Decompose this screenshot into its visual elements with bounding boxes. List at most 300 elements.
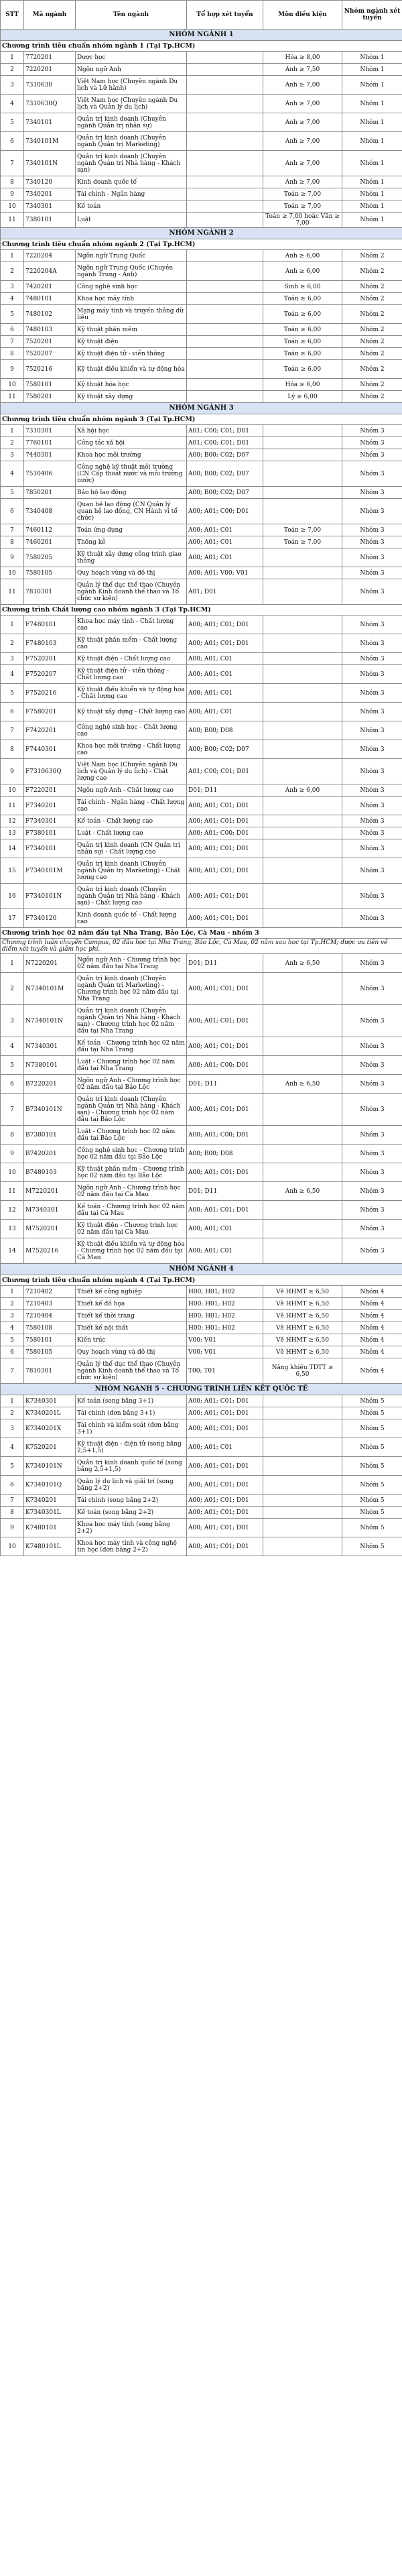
cell-to-hop	[187, 176, 263, 188]
cell-mon-dieu-kien: Vẽ HHMT ≥ 6,50	[263, 1346, 342, 1358]
cell-nhom-nganh: Nhóm 3	[342, 536, 402, 548]
group-title: NHÓM NGÀNH 2	[1, 228, 402, 239]
cell-ten-nganh: Quản trị kinh doanh quốc tế (song bằng 2,5+1,5)	[76, 1457, 187, 1476]
cell-nhom-nganh: Nhóm 4	[342, 1322, 402, 1334]
cell-ma-nganh: 7340101N	[24, 151, 76, 176]
cell-ma-nganh: F7220201	[24, 784, 76, 797]
cell-ten-nganh: Kỹ thuật điện - Chương trình học 02 năm đầu tại Cà Mau	[76, 1220, 187, 1238]
cell-stt: 2	[1, 437, 24, 449]
cell-ma-nganh: 7580101	[24, 379, 76, 391]
cell-nhom-nganh: Nhóm 3	[342, 797, 402, 815]
cell-to-hop: A01; C00; C01; D01	[187, 437, 263, 449]
cell-stt: 10	[1, 567, 24, 579]
cell-nhom-nganh: Nhóm 3	[342, 954, 402, 973]
cell-stt: 9	[1, 548, 24, 567]
cell-stt: 3	[1, 1005, 24, 1037]
cell-to-hop: A00; A01; C01; D01	[187, 797, 263, 815]
cell-ma-nganh: F7340101N	[24, 884, 76, 909]
cell-ten-nganh: Quản trị kinh doanh (Chuyên ngành Quản trị Nhà hàng - Khách sạn) - Chương trình học 02 năm đầu tại Nha Trang	[76, 1005, 187, 1037]
table-row	[1, 200, 402, 213]
cell-stt: 11	[1, 391, 24, 403]
cell-mon-dieu-kien	[263, 1507, 342, 1519]
cell-ten-nganh: Quản trị kinh doanh (Chuyên ngành Quản trị nhân sự)	[76, 113, 187, 132]
cell-ten-nganh: Kỹ thuật hóa học	[76, 379, 187, 391]
cell-ten-nganh: Kế toán - Chương trình học 02 năm đầu tại Cà Mau	[76, 1201, 187, 1220]
cell-nhom-nganh: Nhóm 3	[342, 1182, 402, 1201]
table-row	[1, 324, 402, 336]
cell-nhom-nganh: Nhóm 3	[342, 461, 402, 487]
cell-ten-nganh: Quản trị kinh doanh (Chuyên ngành Quản trị Marketing) - Chất lượng cao	[76, 858, 187, 884]
cell-nhom-nganh: Nhóm 3	[342, 858, 402, 884]
table-row	[1, 95, 402, 113]
cell-mon-dieu-kien	[263, 548, 342, 567]
group-title: NHÓM NGÀNH 1	[1, 30, 402, 41]
cell-mon-dieu-kien	[263, 1005, 342, 1037]
cell-stt: 10	[1, 1163, 24, 1182]
cell-mon-dieu-kien: Anh ≥ 7,00	[263, 132, 342, 151]
cell-nhom-nganh: Nhóm 2	[342, 360, 402, 379]
cell-ten-nganh: Công tác xã hội	[76, 437, 187, 449]
cell-nhom-nganh: Nhóm 1	[342, 76, 402, 95]
table-row	[1, 536, 402, 548]
table-row	[1, 1322, 402, 1334]
cell-to-hop: A00; A01; C00; D01	[187, 1126, 263, 1145]
cell-nhom-nganh: Nhóm 3	[342, 973, 402, 1005]
cell-ten-nganh: Kỹ thuật xây dựng - Chất lượng cao	[76, 703, 187, 721]
cell-ma-nganh: 7340201	[24, 188, 76, 200]
cell-stt: 7	[1, 1358, 24, 1384]
cell-nhom-nganh: Nhóm 3	[342, 1163, 402, 1182]
cell-mon-dieu-kien: Vẽ HHMT ≥ 6,50	[263, 1322, 342, 1334]
cell-ma-nganh: K7340301	[24, 1395, 76, 1407]
cell-mon-dieu-kien	[263, 1407, 342, 1419]
cell-ten-nganh: Kỹ thuật điều khiển và tự động hóa	[76, 360, 187, 379]
table-row	[1, 1395, 402, 1407]
cell-ten-nganh: Kế toán - Chương trình học 02 năm đầu tại Nha Trang	[76, 1037, 187, 1056]
cell-ten-nganh: Việt Nam học (Chuyên ngành Du lịch và Quản lý du lịch)	[76, 95, 187, 113]
header-ma-nganh: Mã ngành	[24, 1, 76, 30]
cell-ten-nganh: Ngôn ngữ Anh - Chương trình học 02 năm đầu tại Bảo Lộc	[76, 1075, 187, 1094]
cell-ten-nganh: Kỹ thuật điện	[76, 336, 187, 348]
cell-mon-dieu-kien: Toán ≥ 7,00	[263, 200, 342, 213]
table-row	[1, 1438, 402, 1457]
cell-ten-nganh: Bảo hộ lao động	[76, 487, 187, 499]
cell-mon-dieu-kien	[263, 684, 342, 703]
cell-mon-dieu-kien	[263, 827, 342, 839]
cell-ma-nganh: 7520201	[24, 336, 76, 348]
cell-mon-dieu-kien: Toán ≥ 7,00	[263, 536, 342, 548]
cell-to-hop: H00; H01; H02	[187, 1286, 263, 1298]
cell-stt: 1	[1, 954, 24, 973]
cell-to-hop: A00; A01; C01; D01	[187, 1495, 263, 1507]
cell-mon-dieu-kien: Vẽ HHMT ≥ 6,50	[263, 1298, 342, 1310]
cell-to-hop: A00; A01; C01	[187, 1438, 263, 1457]
cell-stt: 10	[1, 1537, 24, 1556]
cell-nhom-nganh: Nhóm 3	[342, 1056, 402, 1075]
cell-stt: 1	[1, 1286, 24, 1298]
cell-nhom-nganh: Nhóm 4	[342, 1358, 402, 1384]
table-row	[1, 784, 402, 797]
cell-mon-dieu-kien: Toán ≥ 6,00	[263, 305, 342, 324]
cell-mon-dieu-kien	[263, 1495, 342, 1507]
cell-stt: 1	[1, 425, 24, 437]
table-row	[1, 524, 402, 536]
group-header-row	[1, 30, 402, 41]
cell-nhom-nganh: Nhóm 3	[342, 721, 402, 740]
cell-ma-nganh: 7580205	[24, 548, 76, 567]
cell-nhom-nganh: Nhóm 3	[342, 487, 402, 499]
cell-nhom-nganh: Nhóm 5	[342, 1419, 402, 1438]
cell-ma-nganh: B7380101	[24, 1126, 76, 1145]
cell-stt: 9	[1, 360, 24, 379]
cell-stt: 4	[1, 1438, 24, 1457]
cell-ma-nganh: F7420201	[24, 721, 76, 740]
cell-nhom-nganh: Nhóm 3	[342, 815, 402, 827]
cell-nhom-nganh: Nhóm 1	[342, 64, 402, 76]
cell-ma-nganh: B7340101N	[24, 1094, 76, 1126]
cell-nhom-nganh: Nhóm 3	[342, 784, 402, 797]
cell-ma-nganh: 7380101	[24, 213, 76, 228]
table-row	[1, 151, 402, 176]
cell-ma-nganh: 7580201	[24, 391, 76, 403]
cell-nhom-nganh: Nhóm 3	[342, 1094, 402, 1126]
cell-stt: 7	[1, 524, 24, 536]
cell-nhom-nganh: Nhóm 1	[342, 176, 402, 188]
table-row	[1, 213, 402, 228]
cell-ma-nganh: F7520207	[24, 665, 76, 684]
cell-stt: 11	[1, 797, 24, 815]
cell-ma-nganh: K7340201	[24, 1495, 76, 1507]
cell-ma-nganh: F7310630Q	[24, 759, 76, 784]
cell-to-hop	[187, 113, 263, 132]
subsection-header-row	[1, 605, 402, 616]
cell-nhom-nganh: Nhóm 3	[342, 437, 402, 449]
cell-nhom-nganh: Nhóm 2	[342, 293, 402, 305]
cell-stt: 13	[1, 1220, 24, 1238]
cell-ten-nganh: Kế toán - Chất lượng cao	[76, 815, 187, 827]
group-header-row	[1, 1264, 402, 1275]
table-row	[1, 348, 402, 360]
cell-stt: 6	[1, 1346, 24, 1358]
table-row	[1, 1298, 402, 1310]
cell-to-hop: A00; B00; D08	[187, 1145, 263, 1163]
cell-nhom-nganh: Nhóm 3	[342, 449, 402, 461]
table-row	[1, 176, 402, 188]
cell-to-hop	[187, 95, 263, 113]
cell-nhom-nganh: Nhóm 3	[342, 1201, 402, 1220]
cell-ten-nganh: Tài chính - Ngân hàng	[76, 188, 187, 200]
cell-mon-dieu-kien: Anh ≥ 6,50	[263, 1182, 342, 1201]
subsection-header-row	[1, 1275, 402, 1286]
cell-ten-nganh: Khoa học môi trường	[76, 449, 187, 461]
cell-stt: 3	[1, 1419, 24, 1438]
cell-mon-dieu-kien: Toán ≥ 7,00	[263, 524, 342, 536]
header-nhom-nganh: Nhóm ngành xét tuyển	[342, 1, 402, 30]
cell-stt: 3	[1, 76, 24, 95]
cell-to-hop: A00; A01; C01; D01	[187, 858, 263, 884]
cell-ma-nganh: F7340120	[24, 909, 76, 928]
cell-nhom-nganh: Nhóm 3	[342, 703, 402, 721]
cell-nhom-nganh: Nhóm 5	[342, 1519, 402, 1537]
cell-nhom-nganh: Nhóm 4	[342, 1334, 402, 1346]
cell-stt: 5	[1, 113, 24, 132]
cell-mon-dieu-kien	[263, 797, 342, 815]
table-row	[1, 1145, 402, 1163]
cell-mon-dieu-kien	[263, 1519, 342, 1537]
cell-ten-nganh: Quy hoạch vùng và đô thị	[76, 1346, 187, 1358]
table-row	[1, 759, 402, 784]
table-row	[1, 188, 402, 200]
cell-ma-nganh: 7720201	[24, 52, 76, 64]
cell-ten-nganh: Quản trị kinh doanh (Chuyên ngành Quản trị Nhà hàng - Khách sạn) - Chương trình học 02 năm đầu tại Bảo Lộc	[76, 1094, 187, 1126]
cell-stt: 9	[1, 188, 24, 200]
cell-to-hop: A00; A01; C01; D01	[187, 973, 263, 1005]
cell-to-hop	[187, 151, 263, 176]
cell-stt: 5	[1, 1334, 24, 1346]
cell-mon-dieu-kien	[263, 839, 342, 858]
cell-ma-nganh: F7520216	[24, 684, 76, 703]
cell-to-hop: A00; B00; C02; D07	[187, 740, 263, 759]
subsection-title: Chương trình tiêu chuẩn nhóm ngành 1 (Tại Tp.HCM)	[1, 41, 402, 52]
table-row	[1, 634, 402, 653]
cell-mon-dieu-kien	[263, 759, 342, 784]
cell-to-hop: A00; A01; C01; D01	[187, 1395, 263, 1407]
cell-to-hop: V00; V01	[187, 1346, 263, 1358]
cell-ma-nganh: F7340101M	[24, 858, 76, 884]
subsection-note-row	[1, 939, 402, 954]
table-row	[1, 721, 402, 740]
cell-ma-nganh: 7220201	[24, 64, 76, 76]
cell-ma-nganh: F7520201	[24, 653, 76, 665]
cell-ten-nganh: Khoa học máy tính	[76, 293, 187, 305]
cell-to-hop: A00; A01; C00; D01	[187, 827, 263, 839]
cell-nhom-nganh: Nhóm 2	[342, 250, 402, 262]
cell-mon-dieu-kien	[263, 1537, 342, 1556]
cell-to-hop	[187, 391, 263, 403]
cell-mon-dieu-kien: Năng khiếu TDTT ≥ 6,50	[263, 1358, 342, 1384]
table-row	[1, 305, 402, 324]
cell-nhom-nganh: Nhóm 3	[342, 1220, 402, 1238]
cell-stt: 8	[1, 740, 24, 759]
cell-nhom-nganh: Nhóm 1	[342, 213, 402, 228]
cell-mon-dieu-kien	[263, 1476, 342, 1495]
cell-mon-dieu-kien: Anh ≥ 6,00	[263, 784, 342, 797]
subsection-title: Chương trình học 02 năm đầu tại Nha Trang, Bảo Lộc, Cà Mau - nhóm 3	[1, 928, 402, 939]
table-row	[1, 336, 402, 348]
cell-mon-dieu-kien	[263, 909, 342, 928]
table-row	[1, 113, 402, 132]
cell-ma-nganh: F7480101	[24, 616, 76, 634]
cell-ma-nganh: 7420201	[24, 281, 76, 293]
cell-stt: 4	[1, 293, 24, 305]
cell-ten-nganh: Kỹ thuật điện - điện tử (song bằng 2,5+1,5)	[76, 1438, 187, 1457]
table-row	[1, 1201, 402, 1220]
cell-mon-dieu-kien: Hóa ≥ 8,00	[263, 52, 342, 64]
cell-nhom-nganh: Nhóm 3	[342, 653, 402, 665]
cell-ma-nganh: 7810301	[24, 1358, 76, 1384]
table-row	[1, 425, 402, 437]
cell-ma-nganh: 7810301	[24, 579, 76, 605]
cell-ma-nganh: 7520216	[24, 360, 76, 379]
subsection-header-row	[1, 41, 402, 52]
cell-stt: 11	[1, 213, 24, 228]
table-row	[1, 132, 402, 151]
cell-mon-dieu-kien	[263, 437, 342, 449]
cell-ten-nganh: Thiết kế thời trang	[76, 1310, 187, 1322]
cell-mon-dieu-kien	[263, 1220, 342, 1238]
cell-nhom-nganh: Nhóm 5	[342, 1476, 402, 1495]
table-row	[1, 1094, 402, 1126]
header-row	[1, 1, 402, 30]
cell-ten-nganh: Quản trị kinh doanh (Chuyên ngành Quản trị Nhà hàng - Khách sạn) - Chất lượng cao	[76, 884, 187, 909]
group-header-row	[1, 228, 402, 239]
cell-to-hop: A00; A01; C00; D01	[187, 499, 263, 524]
table-row	[1, 437, 402, 449]
cell-to-hop	[187, 348, 263, 360]
table-row	[1, 281, 402, 293]
cell-stt: 3	[1, 281, 24, 293]
cell-ten-nganh: Kế toán (song bằng 3+1)	[76, 1395, 187, 1407]
cell-stt: 9	[1, 1145, 24, 1163]
cell-nhom-nganh: Nhóm 2	[342, 348, 402, 360]
cell-nhom-nganh: Nhóm 2	[342, 379, 402, 391]
cell-to-hop: H00; H01; H02	[187, 1298, 263, 1310]
table-row	[1, 797, 402, 815]
cell-stt: 6	[1, 499, 24, 524]
table-row	[1, 76, 402, 95]
cell-nhom-nganh: Nhóm 1	[342, 151, 402, 176]
cell-mon-dieu-kien	[263, 1457, 342, 1476]
cell-stt: 16	[1, 884, 24, 909]
table-row	[1, 360, 402, 379]
cell-mon-dieu-kien	[263, 425, 342, 437]
cell-mon-dieu-kien	[263, 634, 342, 653]
cell-to-hop: A00; A01; C01; D01	[187, 1094, 263, 1126]
cell-ma-nganh: N7340301	[24, 1037, 76, 1056]
cell-stt: 4	[1, 1322, 24, 1334]
group-header-row	[1, 403, 402, 414]
cell-stt: 2	[1, 973, 24, 1005]
cell-mon-dieu-kien	[263, 616, 342, 634]
cell-nhom-nganh: Nhóm 1	[342, 95, 402, 113]
cell-mon-dieu-kien	[263, 653, 342, 665]
header-to-hop: Tổ hợp xét tuyển	[187, 1, 263, 30]
cell-mon-dieu-kien	[263, 1163, 342, 1182]
cell-to-hop	[187, 52, 263, 64]
cell-to-hop: A00; B00; C02; D07	[187, 449, 263, 461]
cell-to-hop: A00; A01; C01; D01	[187, 1005, 263, 1037]
header-ten-nganh: Tên ngành	[76, 1, 187, 30]
cell-stt: 1	[1, 250, 24, 262]
cell-nhom-nganh: Nhóm 3	[342, 839, 402, 858]
cell-mon-dieu-kien	[263, 703, 342, 721]
cell-to-hop	[187, 293, 263, 305]
cell-ma-nganh: F7340301	[24, 815, 76, 827]
cell-ten-nganh: Công nghệ sinh học - Chất lượng cao	[76, 721, 187, 740]
cell-ten-nganh: Kinh doanh quốc tế - Chất lượng cao	[76, 909, 187, 928]
cell-nhom-nganh: Nhóm 1	[342, 113, 402, 132]
cell-ma-nganh: 7310301	[24, 425, 76, 437]
cell-ten-nganh: Quan hệ lao động (CN Quản lý quan hệ lao động, CN Hành vi tổ chức)	[76, 499, 187, 524]
cell-mon-dieu-kien: Anh ≥ 7,00	[263, 151, 342, 176]
cell-mon-dieu-kien: Vẽ HHMT ≥ 6,50	[263, 1286, 342, 1298]
cell-to-hop: A00; B00; C02; D07	[187, 461, 263, 487]
group-title: NHÓM NGÀNH 5 - CHƯƠNG TRÌNH LIÊN KẾT QUỐC TẾ	[1, 1384, 402, 1395]
cell-stt: 8	[1, 348, 24, 360]
cell-stt: 5	[1, 1457, 24, 1476]
cell-ma-nganh: K7480101	[24, 1519, 76, 1537]
cell-mon-dieu-kien: Anh ≥ 7,00	[263, 113, 342, 132]
cell-ten-nganh: Kỹ thuật điện tử - viễn thông	[76, 348, 187, 360]
cell-ten-nganh: Công nghệ sinh học	[76, 281, 187, 293]
cell-ma-nganh: M7520216	[24, 1238, 76, 1264]
cell-ten-nganh: Ngôn ngữ Anh - Chương trình học 02 năm đầu tại Cà Mau	[76, 1182, 187, 1201]
cell-nhom-nganh: Nhóm 3	[342, 1037, 402, 1056]
cell-to-hop: A00; B00; D08	[187, 721, 263, 740]
table-row	[1, 1457, 402, 1476]
table-row	[1, 1182, 402, 1201]
cell-ten-nganh: Kỹ thuật phần mềm	[76, 324, 187, 336]
table-body	[1, 30, 402, 1556]
cell-ten-nganh: Công nghệ sinh học - Chương trình học 02 năm đầu tại Bảo Lộc	[76, 1145, 187, 1163]
cell-ten-nganh: Tài chính (đơn bằng 3+1)	[76, 1407, 187, 1419]
cell-ma-nganh: 7220204	[24, 250, 76, 262]
cell-stt: 9	[1, 1519, 24, 1537]
cell-to-hop: A00; A01; C01; D01	[187, 1037, 263, 1056]
cell-ten-nganh: Thiết kế công nghiệp	[76, 1286, 187, 1298]
cell-ten-nganh: Việt Nam học (Chuyên ngành Du lịch và Lữ hành)	[76, 76, 187, 95]
cell-to-hop: A00; A01; C01; D01	[187, 1507, 263, 1519]
cell-stt: 15	[1, 858, 24, 884]
table-row	[1, 1537, 402, 1556]
cell-stt: 5	[1, 1056, 24, 1075]
subsection-title: Chương trình tiêu chuẩn nhóm ngành 3 (Tại Tp.HCM)	[1, 414, 402, 425]
cell-mon-dieu-kien	[263, 1395, 342, 1407]
cell-ma-nganh: M7340301	[24, 1201, 76, 1220]
cell-ten-nganh: Ngôn ngữ Trung Quốc	[76, 250, 187, 262]
cell-to-hop: A00; A01; C01	[187, 548, 263, 567]
cell-nhom-nganh: Nhóm 3	[342, 684, 402, 703]
cell-ten-nganh: Thiết kế nội thất	[76, 1322, 187, 1334]
cell-ma-nganh: 7850201	[24, 487, 76, 499]
table-row	[1, 64, 402, 76]
cell-ma-nganh: M7520201	[24, 1220, 76, 1238]
cell-ten-nganh: Luật - Chương trình học 02 năm đầu tại Nha Trang	[76, 1056, 187, 1075]
table-row	[1, 579, 402, 605]
cell-nhom-nganh: Nhóm 1	[342, 200, 402, 213]
cell-ma-nganh: K7340101N	[24, 1457, 76, 1476]
cell-ten-nganh: Kỹ thuật phần mềm - Chương trình học 02 năm đầu tại Bảo Lộc	[76, 1163, 187, 1182]
cell-mon-dieu-kien	[263, 858, 342, 884]
cell-mon-dieu-kien: Lý ≥ 6,00	[263, 391, 342, 403]
cell-stt: 2	[1, 634, 24, 653]
cell-to-hop: A01; C00; C01; D01	[187, 425, 263, 437]
cell-mon-dieu-kien	[263, 740, 342, 759]
cell-ten-nganh: Ngôn ngữ Anh - Chất lượng cao	[76, 784, 187, 797]
cell-mon-dieu-kien: Toán ≥ 6,00	[263, 293, 342, 305]
cell-mon-dieu-kien	[263, 567, 342, 579]
cell-mon-dieu-kien: Hóa ≥ 6,00	[263, 379, 342, 391]
table-row	[1, 703, 402, 721]
cell-mon-dieu-kien	[263, 487, 342, 499]
cell-mon-dieu-kien	[263, 1419, 342, 1438]
table-row	[1, 1346, 402, 1358]
cell-ten-nganh: Mạng máy tính và truyền thông dữ liệu	[76, 305, 187, 324]
cell-ten-nganh: Thiết kế đồ họa	[76, 1298, 187, 1310]
cell-ma-nganh: F7440301	[24, 740, 76, 759]
cell-to-hop	[187, 305, 263, 324]
table-row	[1, 1037, 402, 1056]
